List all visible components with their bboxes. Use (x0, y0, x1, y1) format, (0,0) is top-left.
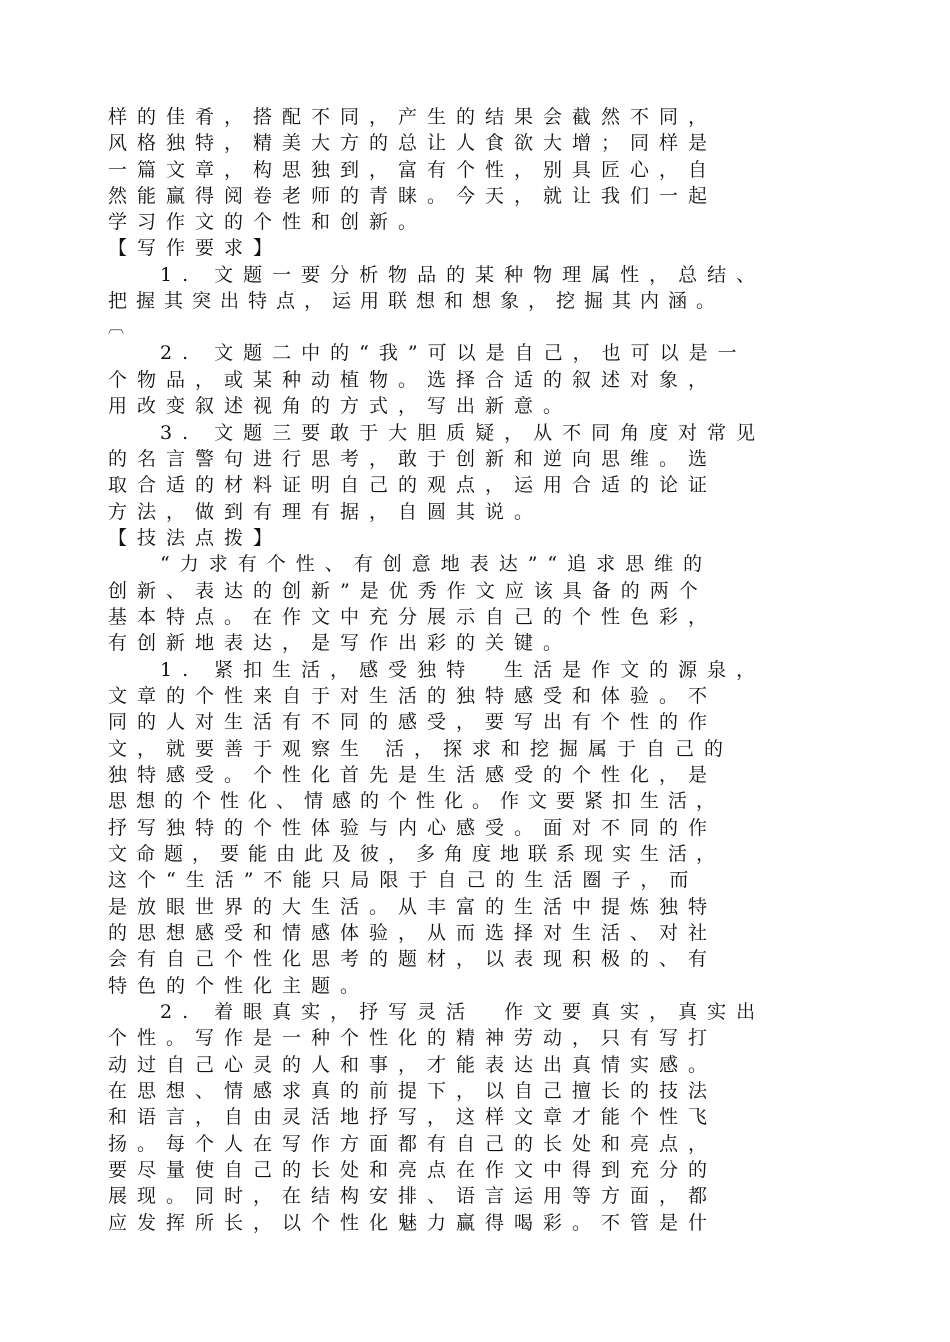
text-line: 学习作文的个性和创新。 (108, 211, 428, 233)
text-line: 的思想感受和情感体验，从而选择对生活、对社 (108, 922, 718, 944)
text-line: 样的佳肴，搭配不同，产生的结果会截然不同， (108, 106, 718, 128)
text-line: 展现。同时，在结构安排、语言运用等方面，都 (108, 1185, 718, 1207)
text-line: 思想的个性化、情感的个性化。作文要紧扣生活， (108, 790, 725, 812)
text-line: 扬。每个人在写作方面都有自己的长处和亮点， (108, 1133, 718, 1155)
text-line: 2. 文题二中的“我”可以是自己，也可以是一 (160, 342, 747, 364)
text-line: 有创新地表达，是写作出彩的关键。 (108, 632, 573, 654)
text-line: 文章的个性来自于对生活的独特感受和体验。不 (108, 685, 718, 707)
text-line: 独特感受。个性化首先是生活感受的个性化，是 (108, 764, 718, 786)
text-line: 的名言警句进行思考，敢于创新和逆向思维。选 (108, 448, 718, 470)
text-line: 文命题，要能由此及彼，多角度地联系现实生活， (108, 843, 725, 865)
text-line: 3. 文题三要敢于大胆质疑，从不同角度对常见 (160, 422, 766, 444)
text-line: 会有自己个性化思考的题材，以表现积极的、有 (108, 948, 718, 970)
text-line: 取合适的材料证明自己的观点，运用合适的论证 (108, 474, 718, 496)
text-line: 这个“生活”不能只局限于自己的生活圈子，而 (108, 869, 699, 891)
text-line: 风格独特，精美大方的总让人食欲大增；同样是 (108, 132, 718, 154)
text-line: 动过自己心灵的人和事，才能表达出真情实感。 (108, 1054, 718, 1076)
text-line: 同的人对生活有不同的感受，要写出有个性的作 (108, 711, 718, 733)
text-line: 2. 着眼真实，抒写灵活 作文要真实，真实出 (160, 1001, 766, 1023)
text-line: 基本特点。在作文中充分展示自己的个性色彩， (108, 606, 718, 628)
text-line: 和语言，自由灵活地抒写，这样文章才能个性飞 (108, 1106, 718, 1128)
section-heading-technique-tips: 【技法点拨】 (108, 527, 283, 549)
text-line: 个性。写作是一种个性化的精神劳动，只有写打 (108, 1027, 718, 1049)
text-line: 1. 文题一要分析物品的某种物理属性，总结、 (160, 264, 766, 286)
text-line: 方法，做到有理有据，自圆其说。 (108, 501, 544, 523)
text-line: 创新、表达的创新”是优秀作文应该具备的两个 (108, 580, 708, 602)
text-line: 文，就要善于观察生 活，探求和挖掘属于自己的 (108, 738, 734, 760)
text-line: 然能赢得阅卷老师的青睐。今天，就让我们一起 (108, 185, 718, 207)
text-line: 个物品，或某种动植物。选择合适的叙述对象， (108, 369, 718, 391)
text-line: 应发挥所长，以个性化魅力赢得喝彩。不管是什 (108, 1212, 718, 1234)
text-line: 是放眼世界的大生活。从丰富的生活中提炼独特 (108, 896, 718, 918)
text-line: 把握其突出特点，运用联想和想象，挖掘其内涵。 (108, 290, 725, 312)
section-heading-writing-requirements: 【写作要求】 (108, 237, 283, 259)
text-line: 一篇文章，构思独到，富有个性，别具匠心，自 (108, 159, 718, 181)
text-line: 抒写独特的个性体验与内心感受。面对不同的作 (108, 817, 718, 839)
text-line: 在思想、情感求真的前提下，以自己擅长的技法 (108, 1080, 718, 1102)
text-line: “力求有个性、有创意地表达”“追求思维的 (160, 553, 713, 575)
text-line: 要尽量使自己的长处和亮点在作文中得到充分的 (108, 1159, 718, 1181)
text-line: 特色的个性化主题。 (108, 975, 370, 997)
text-line: 用改变叙述视角的方式，写出新意。 (108, 395, 573, 417)
stray-mark: ︹ (108, 317, 125, 336)
text-line: 1. 紧扣生活，感受独特 生活是作文的源泉， (160, 659, 766, 681)
